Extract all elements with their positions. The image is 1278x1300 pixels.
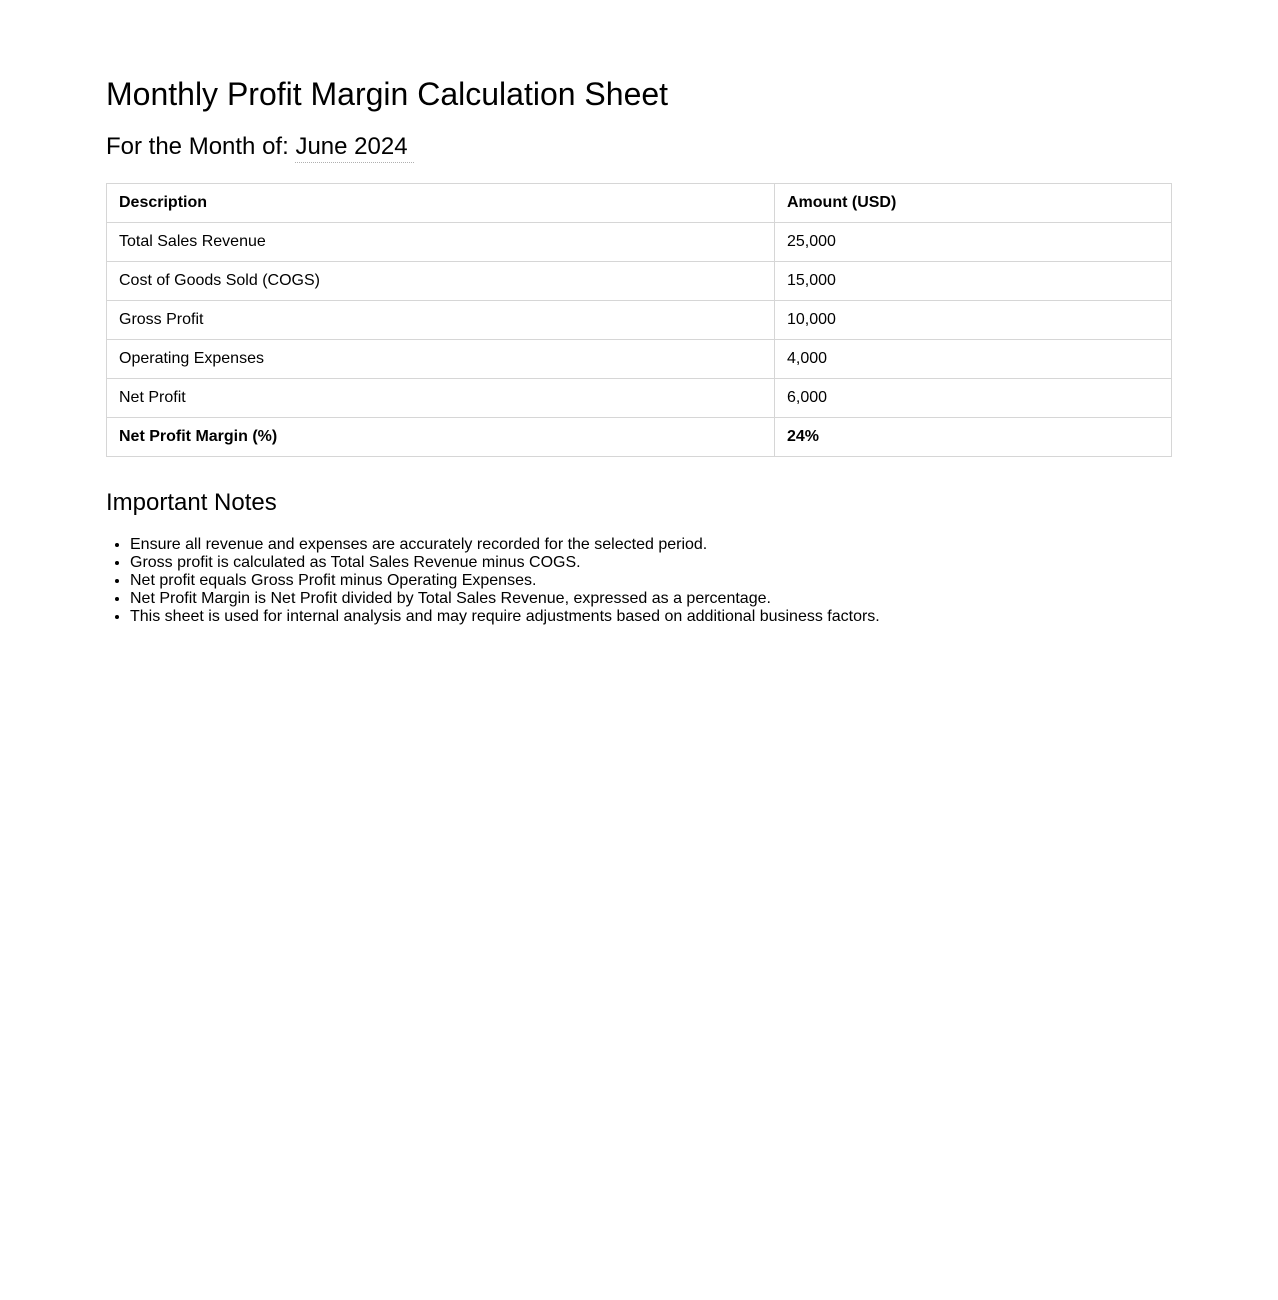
- table-row: [107, 379, 1172, 418]
- month-label: For the Month of:: [106, 133, 289, 160]
- row-amount: 15,000: [775, 262, 1172, 301]
- table-row: [107, 301, 1172, 340]
- list-item: • This sheet is used for internal analysis and may require adjustments based on additional business factors.: [130, 608, 1180, 626]
- row-amount: 4,000: [775, 340, 1172, 379]
- header-amount: Amount (USD): [775, 184, 1172, 223]
- row-description: Net Profit Margin (%): [107, 418, 775, 457]
- row-description: Total Sales Revenue: [107, 223, 775, 262]
- row-description: Net Profit: [107, 379, 775, 418]
- month-value[interactable]: June 2024: [295, 132, 413, 163]
- month-line: [106, 131, 414, 163]
- list-item: • Net profit equals Gross Profit minus Operating Expenses.: [130, 572, 1180, 590]
- row-amount: 25,000: [775, 223, 1172, 262]
- profit-margin-table: [106, 183, 1172, 457]
- list-item: • Net Profit Margin is Net Profit divided by Total Sales Revenue, expressed as a percentage.: [130, 590, 1180, 608]
- table-row: [107, 262, 1172, 301]
- page-title: Monthly Profit Margin Calculation Sheet: [106, 76, 669, 112]
- notes-title: Important Notes: [106, 489, 277, 516]
- list-item: • Ensure all revenue and expenses are accurately recorded for the selected period.: [130, 536, 1180, 554]
- row-amount: 10,000: [775, 301, 1172, 340]
- table-row: [107, 340, 1172, 379]
- header-description: Description: [107, 184, 775, 223]
- row-amount: 6,000: [775, 379, 1172, 418]
- list-item: • Gross profit is calculated as Total Sales Revenue minus COGS.: [130, 554, 1180, 572]
- table-row: [107, 223, 1172, 262]
- table-row-net-profit-margin: [107, 418, 1172, 457]
- row-description: Operating Expenses: [107, 340, 775, 379]
- notes-list: [106, 536, 1180, 626]
- row-amount: 24%: [775, 418, 1172, 457]
- row-description: Cost of Goods Sold (COGS): [107, 262, 775, 301]
- row-description: Gross Profit: [107, 301, 775, 340]
- table-header-row: [107, 184, 1172, 223]
